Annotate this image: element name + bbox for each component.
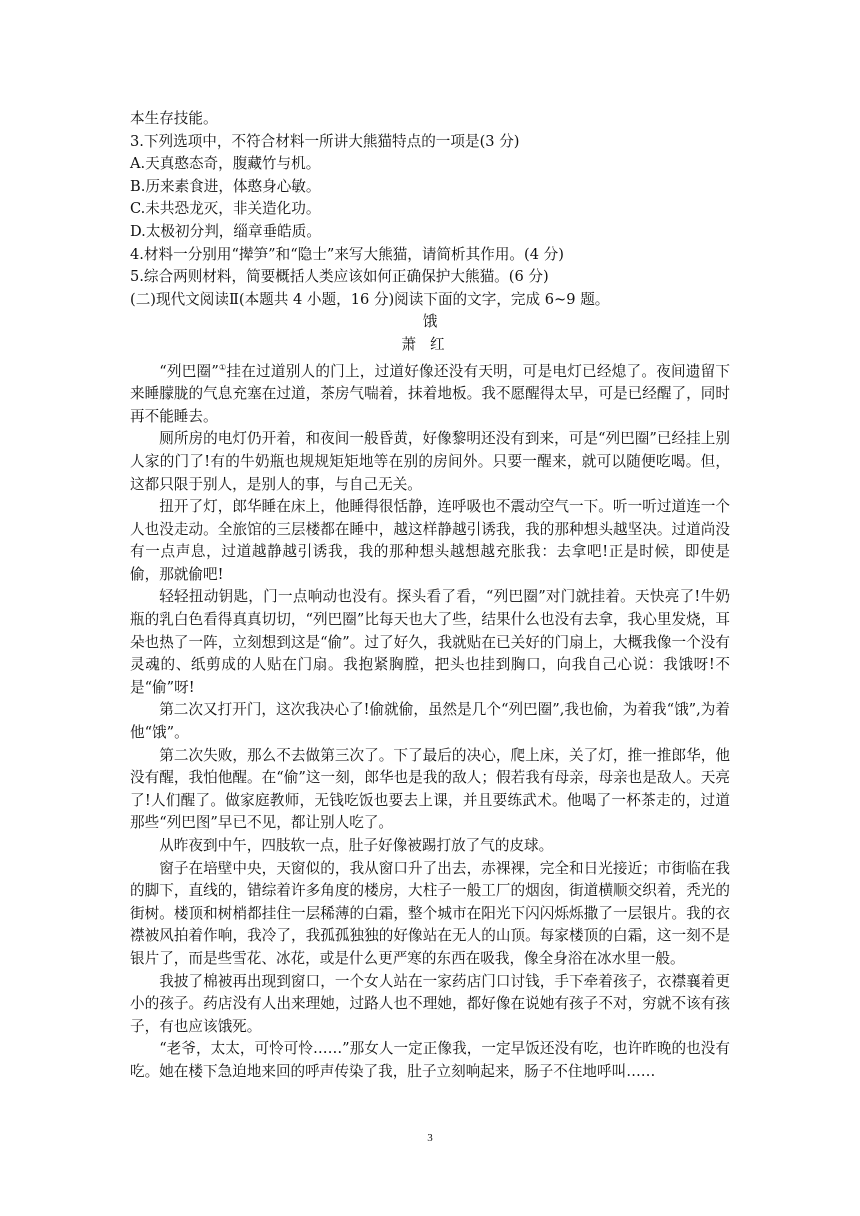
paragraph: 厕所房的电灯仍开着，和夜间一般昏黄，好像黎明还没有到来，可是“列巴圈”已经挂上别人家的门了!有的牛奶瓶也规规矩矩地等在别的房间外。只要一醒来，就可以随便吃喝。但，这都只限于别人，是别人的事，与自己无关。 <box>130 430 730 493</box>
option-d: D.太极初分判，缁章垂皓质。 <box>130 222 321 240</box>
paragraph-quote: “列巴圈” <box>159 362 219 380</box>
article-title: 饿 <box>422 313 438 331</box>
option-a: A.天真憨态奇，腹藏竹与机。 <box>130 155 321 173</box>
paragraph: “老爷，太太，可怜可怜……”那女人一定正像我，一定早饭还没有吃，也许昨晚的也没有吃。她在楼下急迫地来回的呼声传染了我，肚子立刻响起来，肠子不住地呼叫…… <box>130 1040 730 1080</box>
option-c: C.未共恐龙灭，非关造化功。 <box>130 200 321 218</box>
paragraph: 扭开了灯，郎华睡在床上，他睡得很恬静，连呼吸也不震动空气一下。听一听过道连一个人也没走动。全旅馆的三层楼都在睡中，越这样静越引诱我，我的那种想头越坚决。过道尚没有一点声息，过道越静越引诱我，我的那种想头越想越充胀我：去拿吧!正是时候，即使是偷，那就偷吧! <box>130 498 730 583</box>
paragraph: 轻轻扭动钥匙，门一点响动也没有。探头看了看，“列巴圈”对门就挂着。天快亮了!牛奶瓶的乳白色看得真真切切，“列巴圈”比每天也大了些，结果什么也没有去拿，我心里发烧，耳朵也热了一阵，立刻想到这是“偷”。过了好久，我就贴在已关好的门扇上，大概我像一个没有灵魂的、纸剪成的人贴在门扇。我抱紧胸膛，把头也挂到胸口，向我自己心说：我饿呀!不是“偷”呀! <box>130 588 730 696</box>
paragraph <box>130 357 730 429</box>
page-number: 3 <box>427 1132 433 1144</box>
question-4: 4.材料一分别用“撵笋”和“隐士”来写大熊猫，请简析其作用。(4 分) <box>130 245 564 263</box>
paragraph: 第二次失败，那么不去做第三次了。下了最后的决心，爬上床，关了灯，推一推郎华，他没有醒，我怕他醒。在“偷”这一刻，郎华也是我的敌人；假若我有母亲，母亲也是敌人。天亮了!人们醒了。做家庭教师，无钱吃饭也要去上课，并且要练武术。他喝了一杯茶走的，过道那些“列巴图”早已不见，都让别人吃了。 <box>130 746 730 832</box>
section-heading: (二)现代文阅读Ⅱ(本题共 4 小题，16 分)阅读下面的文字，完成 6~9 题。 <box>130 290 610 308</box>
paragraph: 从昨夜到中午，四肢软一点，肚子好像被踢打放了气的皮球。 <box>159 837 554 854</box>
paragraph-text: 挂在过道别人的门上，过道好像还没有天明，可是电灯已经熄了。夜间遗留下来睡朦胧的气息充塞在过道，茶房气喘着，抹着地板。我不愿醒得太早，可是已经醒了，同时再不能睡去。 <box>130 362 731 425</box>
paragraph: 窗子在培壁中央，天窗似的，我从窗口升了出去，赤裸裸，完全和日光接近；市街临在我的脚下，直线的，错综着许多角度的楼房，大柱子一般工厂的烟囱，街道横顺交织着，秃光的街树。楼顶和树梢都挂住一层稀薄的白霜，整个城市在阳光下闪闪烁烁撒了一层银片。我的衣襟被风拍着作响，我冷了，我孤孤独独的好像站在无人的山顶。每家楼顶的白霜，这一刻不是银片了，而是些雪花、冰花，或是什么更严寒的东西在吸我，像全身浴在冰水里一般。 <box>130 859 730 967</box>
page-content <box>130 108 730 1084</box>
question-5: 5.综合两则材料，简要概括人类应该如何正确保护大熊猫。(6 分) <box>130 268 549 286</box>
option-b: B.历来素食进，体憨身心敏。 <box>130 177 321 195</box>
paragraph: 第二次又打开门，这次我决心了!偷就偷，虽然是几个“列巴圈”,我也偷，为着我“饿”,为着他“饿”。 <box>130 701 730 742</box>
article-author: 萧红 <box>401 335 459 353</box>
footnote-marker: ① <box>218 362 227 372</box>
article-author-line <box>130 334 730 357</box>
paragraph: 我披了棉被再出现到窗口，一个女人站在一家药店门口讨钱，手下牵着孩子，衣襟襄着更小的孩子。药店没有人出来理她，过路人也不理她，都好像在说她有孩子不对，穷就不该有孩子，有也应该饿死。 <box>130 972 730 1035</box>
question-3: 3.下列选项中，不符合材料一所讲大熊猫特点的一项是(3 分) <box>130 132 520 150</box>
text-line: 本生存技能。 <box>130 110 218 127</box>
